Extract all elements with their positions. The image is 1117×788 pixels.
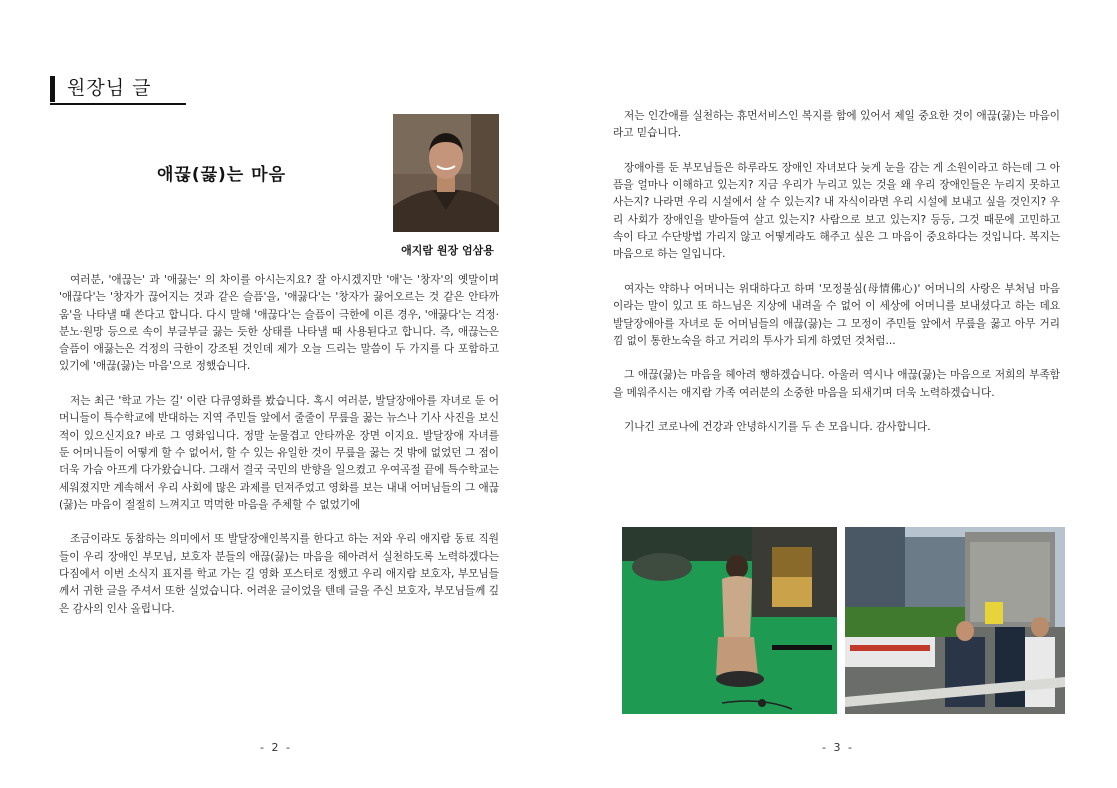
left-page xyxy=(0,0,558,788)
left-paragraph-1: 여러분, '애끊는' 과 '애끓는' 의 차이를 아시는지요? 잘 아시겠지만 '애'는 '창자'의 옛말이며 '애끊다'는 '창자가 끊어지는 것과 같은 슬픔'을, '애끓다'는 '창자가 끓어오르는 것 같은 안타까움'을 나타낼 때 쓴다고 합니다. 다시 말해 '애끊다'는 슬픔이 극한에 이른 경우, '애끓다'는 걱정·분노·원망 등으로 속이 부글부글 끓는 듯한 상태를 나타낼 때 사용된다고 합니다. 즉, 애끊는은 슬픔이 애끓는은 걱정의 극한이 강조된 것인데 제가 오늘 드리는 말씀이 두 가지를 다 포함하고 있기에 '애끊(끓)는 마음'으로 정했습니다. xyxy=(59,274,499,373)
article-title: 애끊(끓)는 마음 xyxy=(157,165,286,185)
right-paragraph-3: 여자는 약하나 어머니는 위대하다고 하며 '모정불심(母情佛心)' 어머니의 사랑은 부처님 마음 이라는 말이 있고 또 하느님은 지상에 내려올 수 없어 이 세상에 어머니를 보내셨다고 하는 데요 발달장애아를 자녀로 둔 어머님들의 애끊(끓)는 그 모정이 주민들 앞에서 무릎을 꿇고 아무 거리낌 없이 통한노숙을 하고 거리의 투사가 되게 하였던 것처럼... xyxy=(613,282,1060,347)
kneeling-mother-photo xyxy=(622,527,837,714)
left-paragraph-2: 저는 최근 '학교 가는 길' 이란 다큐영화를 봤습니다. 혹시 여러분, 발달장애아를 자녀로 둔 어머니들이 특수학교에 반대하는 지역 주민들 앞에서 줄줄이 무릎을 꿇는 뉴스나 기사 사진을 보신 적이 있으신지요? 바로 그 영화입니다. 정말 눈물겹고 안타까운 장면 이지요. 발달장애 자녀를 둔 어머니들이 어떻게 할 수 없어서, 할 수 있는 유일한 것이 무릎을 꿇는 것 밖에 없었던 그 점이 더욱 가슴 아프게 다가왔습니다. 그래서 결국 국민의 반향을 일으켰고 우여곡절 끝에 특수학교는 세워졌지만 계속해서 우리 사회에 많은 과제를 던져주었고 영화를 보는 내내 어머님들의 그 애끊(끓)는 마음이 절절히 느껴지고 먹먹한 마음을 주체할 수 없었기에 xyxy=(59,395,499,511)
right-body-text xyxy=(613,108,1060,454)
section-header-bar xyxy=(50,76,55,102)
author-portrait xyxy=(393,114,499,232)
right-paragraph-2: 장애아를 둔 부모님들은 하루라도 장애인 자녀보다 늦게 눈을 감는 게 소원이라고 하는데 그 아픔을 얼마나 이해하고 있는지? 지금 우리가 누리고 있는 것을 왜 우리 장애인들은 누리지 못하고 사는지? 나라면 우리 시설에서 살 수 있는지? 내 자식이라면 우리 시설에 보내고 싶을 것인지? 우리 사회가 장애인을 받아들여 살고 있는지? 사람으로 보고 있는지? 등등, 그것 때문에 고민하고 속이 타고 수단방법 가리지 않고 어떻게라도 해주고 싶은 그 마음이 중요하다는 것입니다. 복지는 마음으로 하는 일입니다. xyxy=(613,161,1060,261)
section-header-underline xyxy=(50,103,186,105)
left-paragraph-3: 조금이라도 동참하는 의미에서 또 발달장애인복지를 한다고 하는 저와 우리 애지람 동료 직원들이 우리 장애인 부모님, 보호자 분들의 애끊(끓)는 마음을 헤아려서 실천하도록 노력하겠다는 다짐에서 이번 소식지 표지를 학교 가는 길 영화 포스터로 정했고 우리 애지람 보호자, 부모님들께서 귀한 글을 주셔서 또한 실었습니다. 어려운 글이었을 텐데 글을 주신 보호자, 부모님들께 깊은 감사의 인사 올립니다. xyxy=(59,533,499,615)
author-caption: 애지람 원장 엄삼용 xyxy=(401,244,494,257)
page-number-left: - 2 - xyxy=(260,741,292,754)
right-paragraph-1: 저는 인간애를 실천하는 휴먼서비스인 복지를 함에 있어서 제일 중요한 것이 애끊(끓)는 마음이라고 믿습니다. xyxy=(613,110,1060,140)
page-number-right: - 3 - xyxy=(822,741,854,754)
section-header xyxy=(50,74,186,104)
right-paragraph-4: 그 애끊(끓)는 마음을 헤아려 행하겠습니다. 아울러 역시나 애끊(끓)는 마음으로 저희의 부족함을 메워주시는 애지람 가족 여러분의 소중한 마음을 되새기며 더욱 노력하겠습니다. xyxy=(613,369,1060,399)
right-page xyxy=(558,0,1117,788)
left-body-text xyxy=(59,272,499,635)
right-paragraph-5: 기나긴 코로나에 건강과 안녕하시기를 두 손 모읍니다. 감사합니다. xyxy=(624,421,931,434)
street-march-photo xyxy=(845,527,1065,714)
section-title: 원장님 글 xyxy=(67,77,152,99)
